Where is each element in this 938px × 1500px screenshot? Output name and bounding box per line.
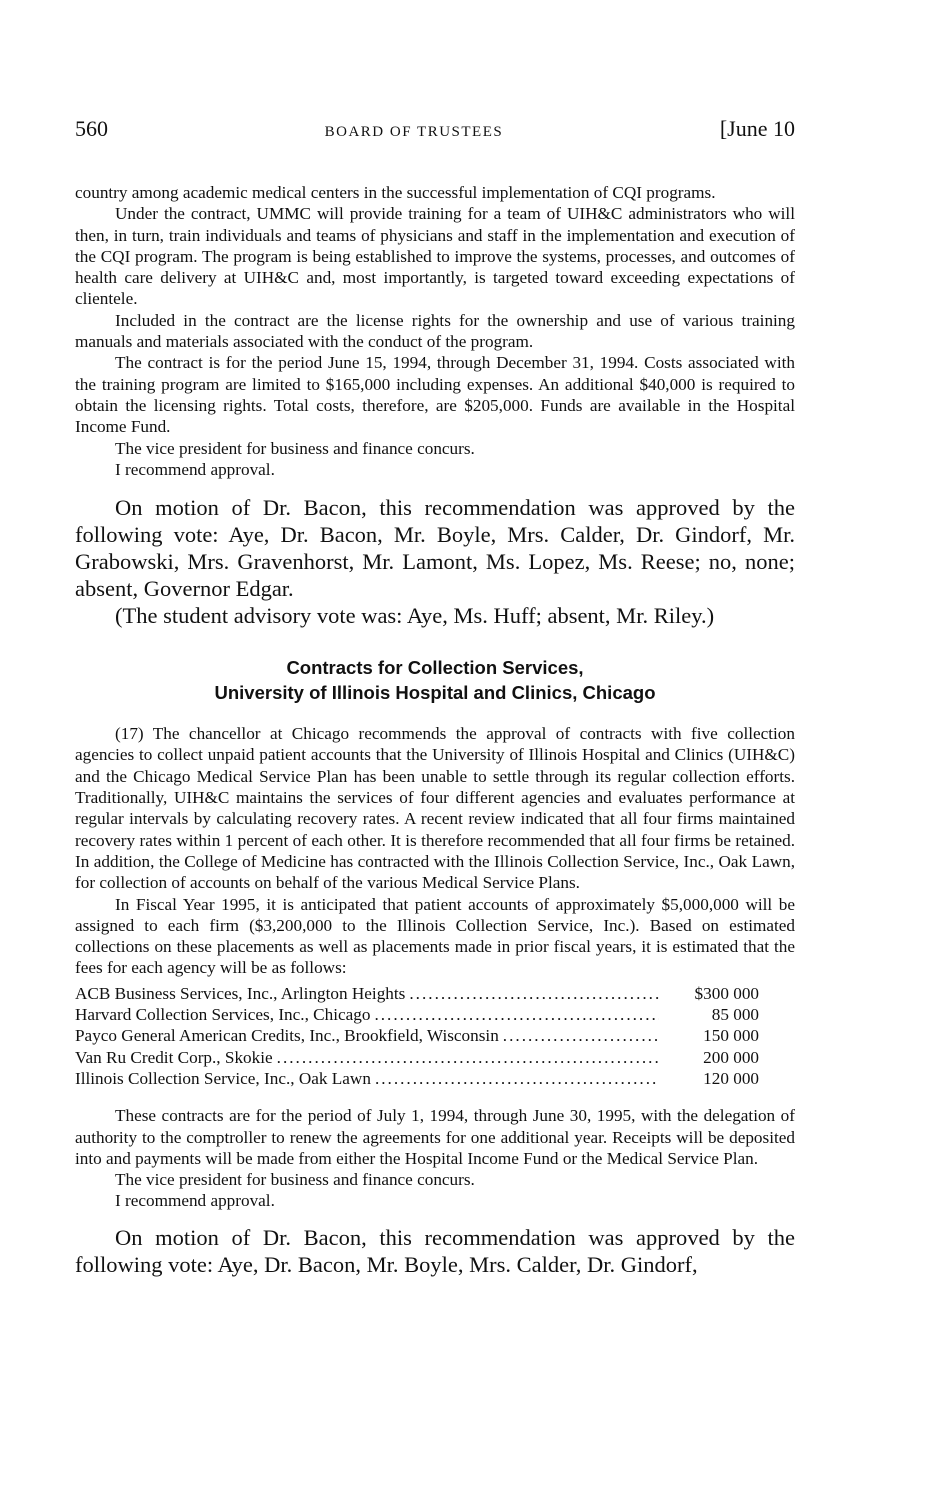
dot-leader [409, 983, 659, 1004]
paragraph-collection-agencies: (17) The chancellor at Chicago recommends the approval of contracts with five collection agencies to collect unpaid patient accounts that the University of Illinois Hospital and Clinics (UIH&C) and the Chicago Medical Service Plan has been unable to settle through its regular collection efforts. Traditionally, UIH&C maintains the services of four different agencies and evaluates performance at regular intervals by calculating recovery rates. A recent review indicated that all four firms maintained recovery rates within 1 percent of each other. It is therefore recommended that all four firms be retained. In addition, the College of Medicine has contracted with the Illinois Collection Service, Inc., Oak Lawn, for collection of accounts on behalf of the various Medical Service Plans. [75, 724, 795, 893]
fee-row [75, 1068, 759, 1089]
section-heading-line-2: University of Illinois Hospital and Clinics, Chicago [214, 682, 656, 704]
fee-agency-name: Illinois Collection Service, Inc., Oak Lawn [75, 1068, 371, 1088]
paragraph-concurs-2: The vice president for business and finance concurs. [115, 1170, 475, 1190]
dot-leader [503, 1025, 659, 1046]
fee-amount: 150 000 [703, 1026, 759, 1046]
fee-amount: $300 000 [694, 983, 759, 1003]
fee-amount: 85 000 [711, 1005, 759, 1025]
paragraph-license: Included in the contract are the license rights for the ownership and use of various training manuals and materials associated with the conduct of the program. [75, 310, 795, 352]
dot-leader [277, 1047, 659, 1068]
paragraph-fiscal-year: In Fiscal Year 1995, it is anticipated that patient accounts of approximately $5,000,000 will be assigned to each firm ($3,200,000 to the Illinois Collection Service, Inc.). Based on estimated collections on these placements as well as placements made in prior fiscal years, it is estimated that the fees for each agency will be as follows: [75, 894, 795, 978]
page-number: 560 [75, 116, 108, 141]
paragraph-costs: The contract is for the period June 15, 1994, through December 31, 1994. Costs associated with the training program are limited to $165,000 including expenses. An additional $40,000 is required to obtain the licensing rights. Total costs, therefore, are $205,000. Funds are available in the Hospital Income Fund. [75, 353, 795, 437]
fee-agency-name: Payco General American Credits, Inc., Brookfield, Wisconsin [75, 1026, 499, 1046]
fee-agency-name: Van Ru Credit Corp., Skokie [75, 1047, 273, 1067]
dot-leader [375, 1068, 659, 1089]
student-advisory-vote: (The student advisory vote was: Aye, Ms. Huff; absent, Mr. Riley.) [115, 603, 715, 629]
motion-vote-2: On motion of Dr. Bacon, this recommendation was approved by the following vote: Aye, Dr. Bacon, Mr. Boyle, Mrs. Calder, Dr. Gindorf, [75, 1224, 795, 1277]
running-date: [June 10 [719, 116, 795, 141]
fee-amount: 120 000 [703, 1068, 759, 1088]
paragraph-training: Under the contract, UMMC will provide training for a team of UIH&C administrators who will then, in turn, train individuals and teams of physicians and staff in the implementation and execution of the CQI program. The program is being established to improve the systems, processes, and outcomes of health care delivery at UIH&C and, most importantly, is targeted toward exceeding expectations of clientele. [75, 204, 795, 309]
fee-amount: 200 000 [703, 1047, 759, 1067]
paragraph-recommend: I recommend approval. [115, 459, 275, 479]
running-header [75, 116, 795, 142]
fee-agency-name: Harvard Collection Services, Inc., Chicago [75, 1005, 371, 1025]
fee-row [75, 1047, 759, 1068]
paragraph-recommend-2: I recommend approval. [115, 1191, 275, 1211]
running-title: BOARD OF TRUSTEES [324, 124, 504, 140]
document-page [75, 116, 795, 1278]
paragraph-concurs: The vice president for business and finance concurs. [115, 438, 475, 458]
section-heading [75, 655, 795, 705]
dot-leader [374, 1004, 659, 1025]
fee-table [75, 983, 759, 1089]
motion-vote: On motion of Dr. Bacon, this recommendation was approved by the following vote: Aye, Dr. Bacon, Mr. Boyle, Mrs. Calder, Dr. Gindorf, Mr. Grabowski, Mrs. Gravenhorst, Mr. Lamont, Ms. Lopez, Ms. Reese; no, none; absent, Governor Edgar. [75, 495, 795, 602]
section-heading-line-1: Contracts for Collection Services, [286, 657, 584, 679]
paragraph-continued: country among academic medical centers in the successful implementation of CQI programs. [75, 183, 716, 202]
fee-row [75, 1025, 759, 1046]
fee-row [75, 1004, 759, 1025]
fee-agency-name: ACB Business Services, Inc., Arlington Heights [75, 983, 406, 1003]
paragraph-contract-period: These contracts are for the period of July 1, 1994, through June 30, 1995, with the delegation of authority to the comptroller to renew the agreements for one additional year. Receipts will be deposited into and payments will be made from either the Hospital Income Fund or the Medical Service Plan. [75, 1106, 795, 1168]
fee-row [75, 983, 759, 1004]
